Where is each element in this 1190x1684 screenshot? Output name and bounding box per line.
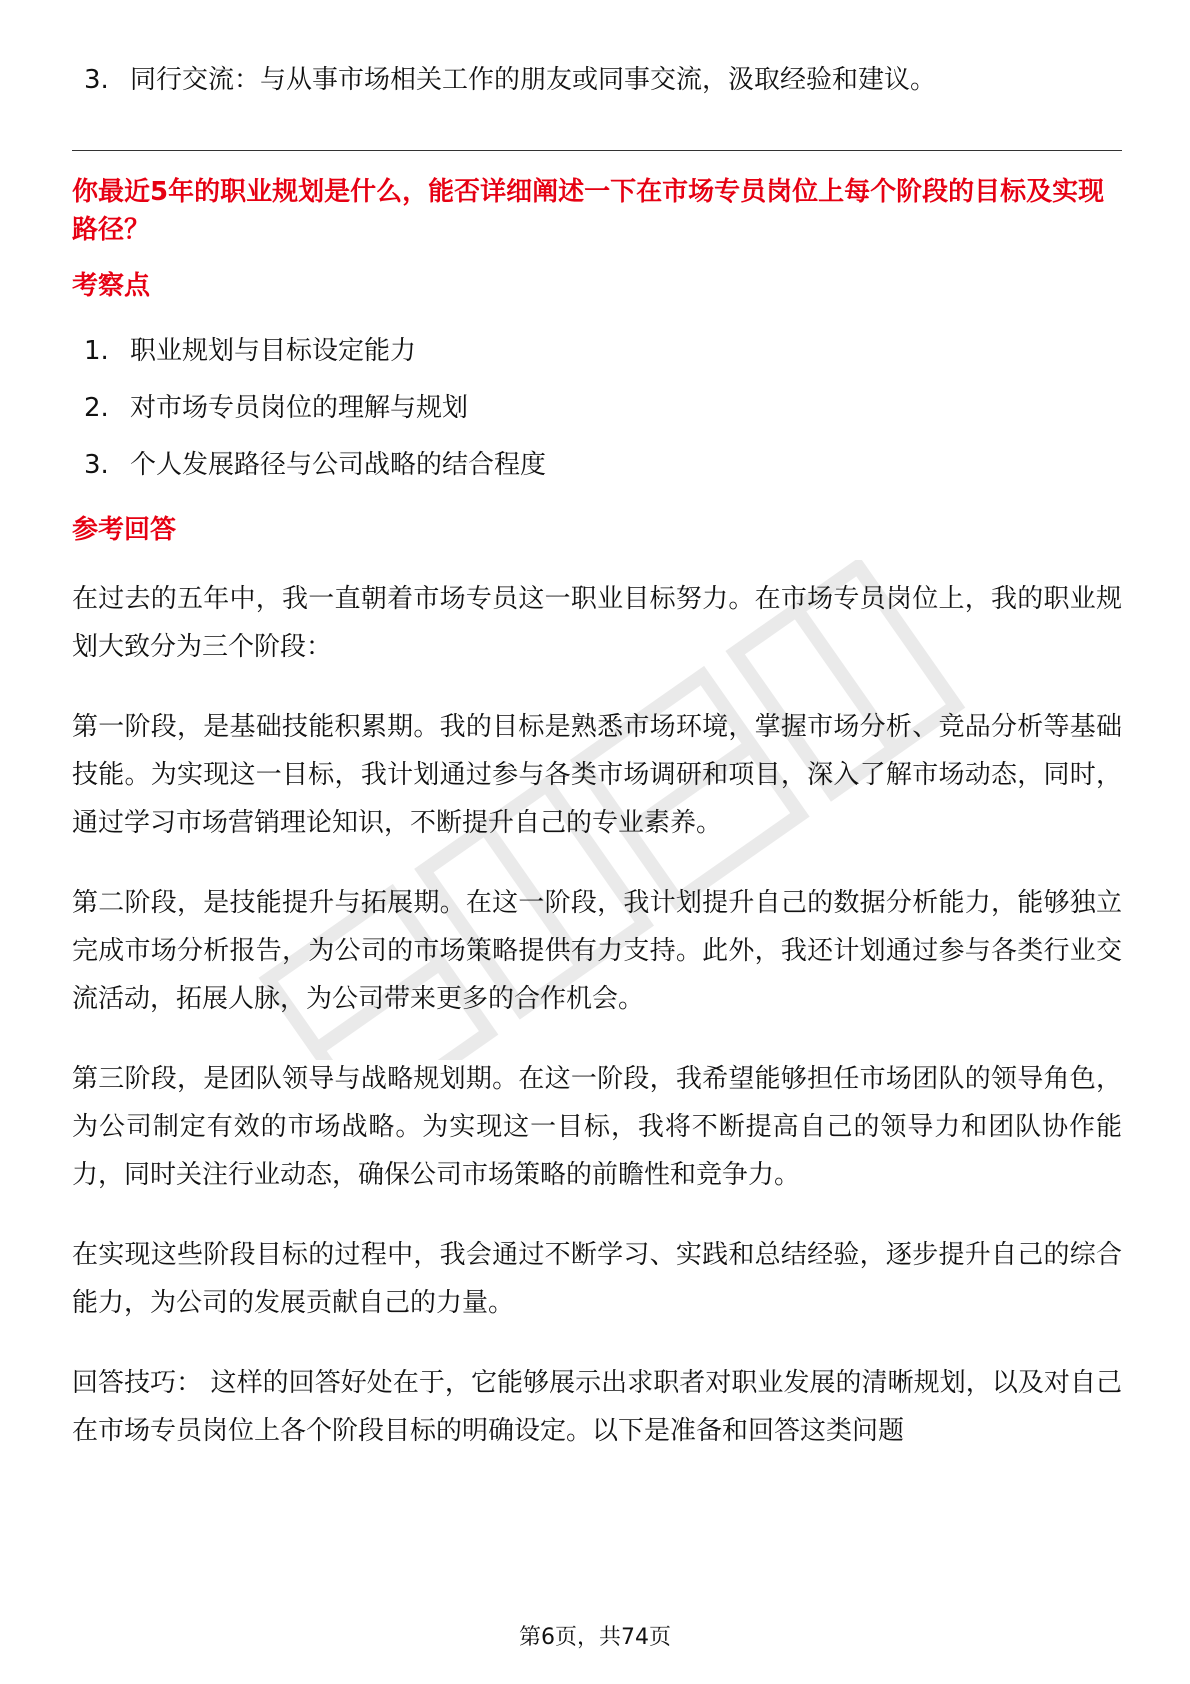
points-list: [72, 331, 1122, 485]
answer-heading: 参考回答: [72, 515, 177, 545]
paragraph: 第一阶段，是基础技能积累期。我的目标是熟悉市场环境，掌握市场分析、竞品分析等基础技能。为实现这一目标，我计划通过参与各类市场调研和项目，深入了解市场动态，同时，通过学习市场营销理论知识，不断提升自己的专业素养。: [72, 712, 1122, 838]
list-item: [72, 331, 1122, 371]
paragraph: 第三阶段，是团队领导与战略规划期。在这一阶段，我希望能够担任市场团队的领导角色，为公司制定有效的市场战略。为实现这一目标，我将不断提高自己的领导力和团队协作能力，同时关注行业动态，确保公司市场策略的前瞻性和竞争力。: [72, 1064, 1122, 1190]
list-number: 3.: [84, 65, 109, 95]
list-number: 3.: [84, 450, 109, 480]
list-text: 同行交流：与从事市场相关工作的朋友或同事交流，汲取经验和建议。: [130, 65, 937, 95]
list-item: [72, 388, 1122, 428]
list-number: 1.: [84, 336, 109, 366]
points-heading: 考察点: [72, 271, 151, 301]
list-number: 2.: [84, 393, 109, 423]
page-footer: 第6页，共74页: [519, 1625, 671, 1650]
list-text: 职业规划与目标设定能力: [130, 336, 417, 366]
paragraph: 回答技巧： 这样的回答好处在于，它能够展示出求职者对职业发展的清晰规划，以及对自己在市场专员岗位上各个阶段目标的明确设定。以下是准备和回答这类问题: [72, 1368, 1122, 1446]
content: [72, 60, 1122, 1487]
list-text: 对市场专员岗位的理解与规划: [130, 393, 469, 423]
paragraph: 在实现这些阶段目标的过程中，我会通过不断学习、实践和总结经验，逐步提升自己的综合能力，为公司的发展贡献自己的力量。: [72, 1240, 1122, 1318]
top-list-item: [72, 60, 1122, 100]
divider: [72, 150, 1122, 151]
list-item: [72, 445, 1122, 485]
paragraph: 在过去的五年中，我一直朝着市场专员这一职业目标努力。在市场专员岗位上，我的职业规划大致分为三个阶段：: [72, 584, 1122, 662]
paragraph: 第二阶段，是技能提升与拓展期。在这一阶段，我计划提升自己的数据分析能力，能够独立完成市场分析报告，为公司的市场策略提供有力支持。此外，我还计划通过参与各类行业交流活动，拓展人脉，为公司带来更多的合作机会。: [72, 888, 1122, 1014]
question-heading: 你最近5年的职业规划是什么，能否详细阐述一下在市场专员岗位上每个阶段的目标及实现路径？: [72, 177, 1105, 245]
list-text: 个人发展路径与公司战略的结合程度: [130, 450, 547, 480]
